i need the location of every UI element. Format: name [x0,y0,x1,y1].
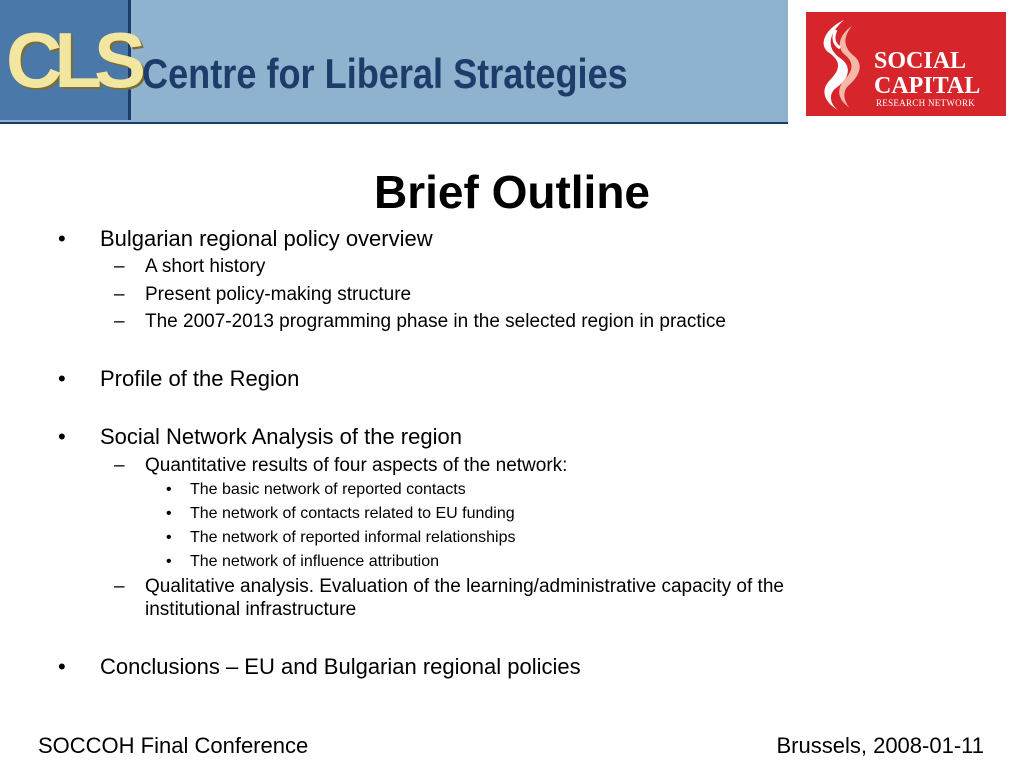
list-item-text: Conclusions – EU and Bulgarian regional policies [100,654,581,679]
list-item-text: Quantitative results of four aspects of the network: [145,455,568,476]
list-item-text: Social Network Analysis of the region [100,424,462,449]
bullet-marker: • [58,366,66,391]
list-item-continuation: institutional infrastructure [145,599,357,620]
org-name: Centre for Liberal Strategies [142,50,628,97]
bullet-marker: • [166,553,172,570]
list-item-text: Bulgarian regional policy overview [100,226,433,251]
list-item-text: A short history [145,256,266,277]
list-item-text: The basic network of reported contacts [190,481,466,498]
list-item-text: Present policy-making structure [145,284,412,305]
bullet-marker: • [166,529,172,546]
slide-title: Brief Outline [373,166,651,218]
dash-marker: – [114,311,125,332]
cls-logo-text: CLS [6,16,138,104]
bullet-marker: • [58,226,66,251]
dash-marker: – [114,455,125,476]
partner-logo-line2: CAPITAL [874,73,981,99]
social-capital-logo [806,12,1006,116]
cls-logo [0,0,138,120]
bullet-marker: • [58,654,66,679]
footer-date: Brussels, 2008-01-11 [776,733,984,758]
bullet-marker: • [58,424,66,449]
list-item-text: Qualitative analysis. Evaluation of the learning/administrative capacity of the [145,576,784,597]
flame-icon [814,16,870,112]
list-item-text: Profile of the Region [100,366,300,391]
header-banner [0,0,788,124]
bullet-marker: • [166,481,172,498]
dash-marker: – [114,284,125,305]
partner-logo-line3: RESEARCH NETWORK [876,98,976,108]
partner-logo-line1: SOCIAL [874,48,967,74]
list-item-text: The network of contacts related to EU funding [190,505,515,522]
list-item-text: The network of reported informal relationships [190,529,516,546]
list-item-text: The 2007-2013 programming phase in the selected region in practice [145,311,726,332]
list-item-text: The network of influence attribution [190,553,440,570]
bullet-marker: • [166,505,172,522]
footer-conference: SOCCOH Final Conference [38,733,309,758]
dash-marker: – [114,256,125,277]
dash-marker: – [114,576,125,597]
